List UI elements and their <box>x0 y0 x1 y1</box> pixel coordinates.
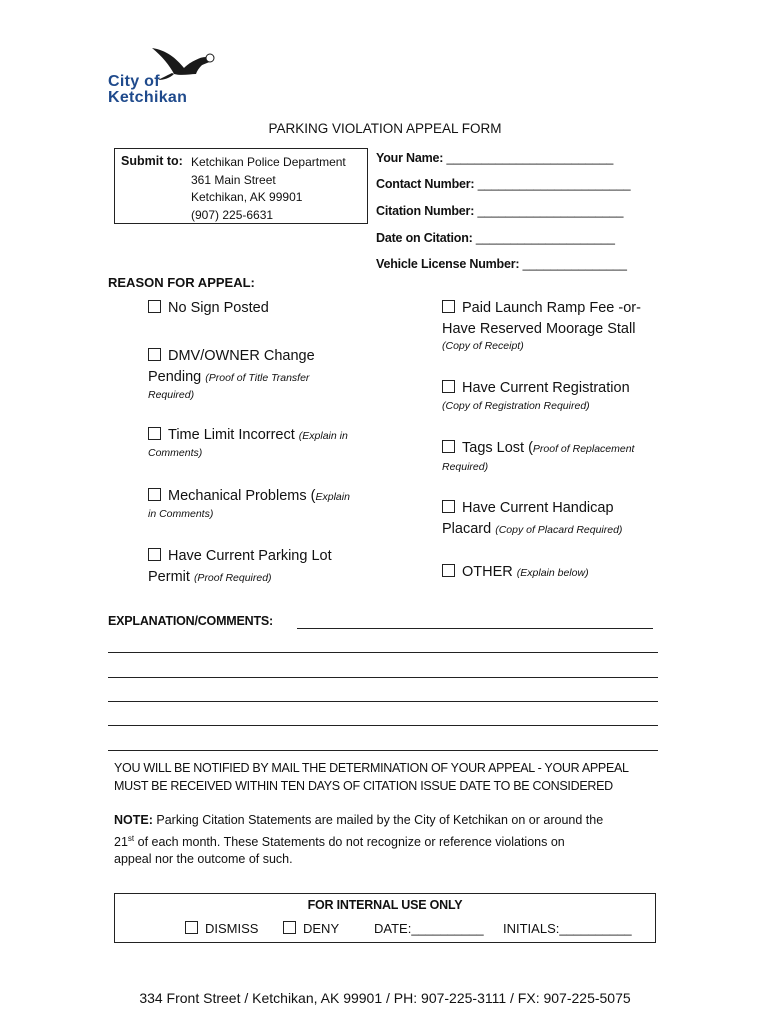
date-field[interactable]: DATE:__________ <box>374 921 484 936</box>
reason-note: (Explain below) <box>516 567 589 579</box>
reason-label-text: Have Current Parking Lot <box>168 548 332 564</box>
reason-note: (Proof of Title Transfer <box>205 372 310 384</box>
footer-address: 334 Front Street / Ketchikan, AK 99901 / PH: 907-225-3111 / FX: 907-225-5075 <box>139 990 631 1006</box>
submit-to-box <box>114 148 368 224</box>
note-text-2: of each month. These Statements do not recognize or reference violations on <box>137 834 565 849</box>
date-on-citation-field[interactable] <box>376 231 615 245</box>
checkbox[interactable] <box>148 348 161 361</box>
explanation-line[interactable] <box>108 652 658 653</box>
reason-mechanical[interactable] <box>148 486 350 521</box>
checkbox[interactable] <box>442 500 455 513</box>
checkbox[interactable] <box>442 564 455 577</box>
reason-note-2: (Copy of Registration Required) <box>442 400 590 412</box>
reason-note-2: Required) <box>148 389 195 401</box>
reason-note-2: Required) <box>442 461 489 473</box>
reason-current-registration[interactable] <box>442 378 630 413</box>
city-logo <box>104 44 224 110</box>
dismiss-label: DISMISS <box>205 921 259 936</box>
note-day-suffix: st <box>127 833 135 843</box>
initials-field[interactable]: INITIALS:__________ <box>503 921 632 936</box>
reason-note: Proof of Replacement <box>532 443 635 455</box>
submit-to-label: Submit to: <box>121 154 183 168</box>
citation-number-field[interactable] <box>376 204 623 218</box>
reason-label-text: Time Limit Incorrect <box>168 427 295 443</box>
field-label: Vehicle License Number: <box>376 257 520 271</box>
your-name-field[interactable] <box>376 151 613 165</box>
reason-note: Explain <box>315 491 350 503</box>
reason-label-text: Paid Launch Ramp Fee -or- <box>462 300 641 316</box>
explanation-label-text: EXPLANATION/COMMENTS: <box>108 614 274 628</box>
submit-address <box>191 154 346 224</box>
form-title: PARKING VIOLATION APPEAL FORM <box>268 121 502 136</box>
reason-label-text: DMV/OWNER Change <box>168 348 315 364</box>
checkbox[interactable] <box>442 380 455 393</box>
field-label: Contact Number: <box>376 177 475 191</box>
reason-launch-ramp[interactable] <box>442 298 641 353</box>
note-label: NOTE: <box>114 813 153 827</box>
reason-tags-lost[interactable] <box>442 438 634 474</box>
checkbox[interactable] <box>148 427 161 440</box>
reason-note: (Copy of Placard Required) <box>495 524 623 536</box>
note-text-1: Parking Citation Statements are mailed by the City of Ketchikan on or around the <box>156 813 604 827</box>
note-text-3: appeal nor the outcome of such. <box>114 852 293 867</box>
logo-line-1: City of <box>108 73 160 90</box>
reason-label-text: No Sign Posted <box>168 300 269 316</box>
checkbox[interactable] <box>148 488 161 501</box>
reason-label-text: OTHER <box>462 564 513 580</box>
field-label: Date on Citation: <box>376 231 473 245</box>
explanation-line[interactable] <box>108 725 658 726</box>
reason-label-text-2: Have Reserved Moorage Stall <box>442 321 636 337</box>
field-line[interactable]: ____________________ <box>475 231 615 245</box>
checkbox[interactable] <box>442 440 455 453</box>
field-line[interactable]: _____________________ <box>477 204 624 218</box>
checkbox[interactable] <box>283 921 296 934</box>
reason-label-text: Have Current Handicap <box>462 500 614 516</box>
checkbox[interactable] <box>148 548 161 561</box>
notification-line: YOU WILL BE NOTIFIED BY MAIL THE DETERMINATION OF YOUR APPEAL - YOUR APPEAL <box>114 761 629 775</box>
reason-label-text-2: Pending <box>148 369 202 385</box>
explanation-line[interactable] <box>297 628 653 629</box>
explanation-line[interactable] <box>108 701 658 702</box>
reason-note-2: Comments) <box>148 447 203 459</box>
reason-note: (Explain in <box>298 430 348 442</box>
reason-time-limit[interactable] <box>148 425 348 460</box>
field-line[interactable]: ________________________ <box>446 151 614 165</box>
reason-no-sign[interactable] <box>148 298 269 319</box>
reason-handicap-placard[interactable] <box>442 498 622 541</box>
explanation-line[interactable] <box>108 750 658 751</box>
field-label: Your Name: <box>376 151 444 165</box>
note-paragraph <box>114 812 662 869</box>
notification-text <box>114 760 629 795</box>
checkbox[interactable] <box>185 921 198 934</box>
submit-line: Ketchikan Police Department <box>191 155 346 169</box>
submit-line: Ketchikan, AK 99901 <box>191 190 303 204</box>
reason-parking-lot-permit[interactable] <box>148 546 332 589</box>
note-day: 21 <box>114 834 128 849</box>
reason-note-2: (Copy of Receipt) <box>442 340 524 352</box>
submit-line: 361 Main Street <box>191 172 276 187</box>
field-line[interactable]: _______________ <box>522 257 627 271</box>
contact-number-field[interactable] <box>376 177 631 191</box>
submit-line: (907) 225-6631 <box>191 207 274 222</box>
reason-note: (Proof Required) <box>193 572 272 584</box>
checkbox[interactable] <box>148 300 161 313</box>
reason-label: REASON FOR APPEAL: <box>108 275 255 290</box>
reason-dmv-owner[interactable] <box>148 346 315 402</box>
reason-note-2: in Comments) <box>148 508 214 520</box>
explanation-label <box>108 614 273 628</box>
reason-label-text: Have Current Registration <box>462 380 630 396</box>
vehicle-license-field[interactable] <box>376 257 627 271</box>
field-line[interactable]: ______________________ <box>477 177 631 191</box>
deny-option[interactable] <box>283 921 339 936</box>
internal-use-title: FOR INTERNAL USE ONLY <box>307 898 463 912</box>
reason-label-text-2: Placard <box>442 521 492 537</box>
checkbox[interactable] <box>442 300 455 313</box>
field-label: Citation Number: <box>376 204 475 218</box>
internal-use-box <box>114 893 656 943</box>
reason-label-text: Tags Lost ( <box>462 440 533 456</box>
dismiss-option[interactable] <box>185 921 258 936</box>
reason-label-text-2: Permit <box>148 569 190 585</box>
reason-label-text: Mechanical Problems ( <box>168 488 316 504</box>
notification-line: MUST BE RECEIVED WITHIN TEN DAYS OF CITATION ISSUE DATE TO BE CONSIDERED <box>114 778 613 793</box>
reason-other[interactable] <box>442 562 589 584</box>
logo-line-2: Ketchikan <box>108 89 188 106</box>
explanation-line[interactable] <box>108 677 658 678</box>
deny-label: DENY <box>303 921 340 936</box>
